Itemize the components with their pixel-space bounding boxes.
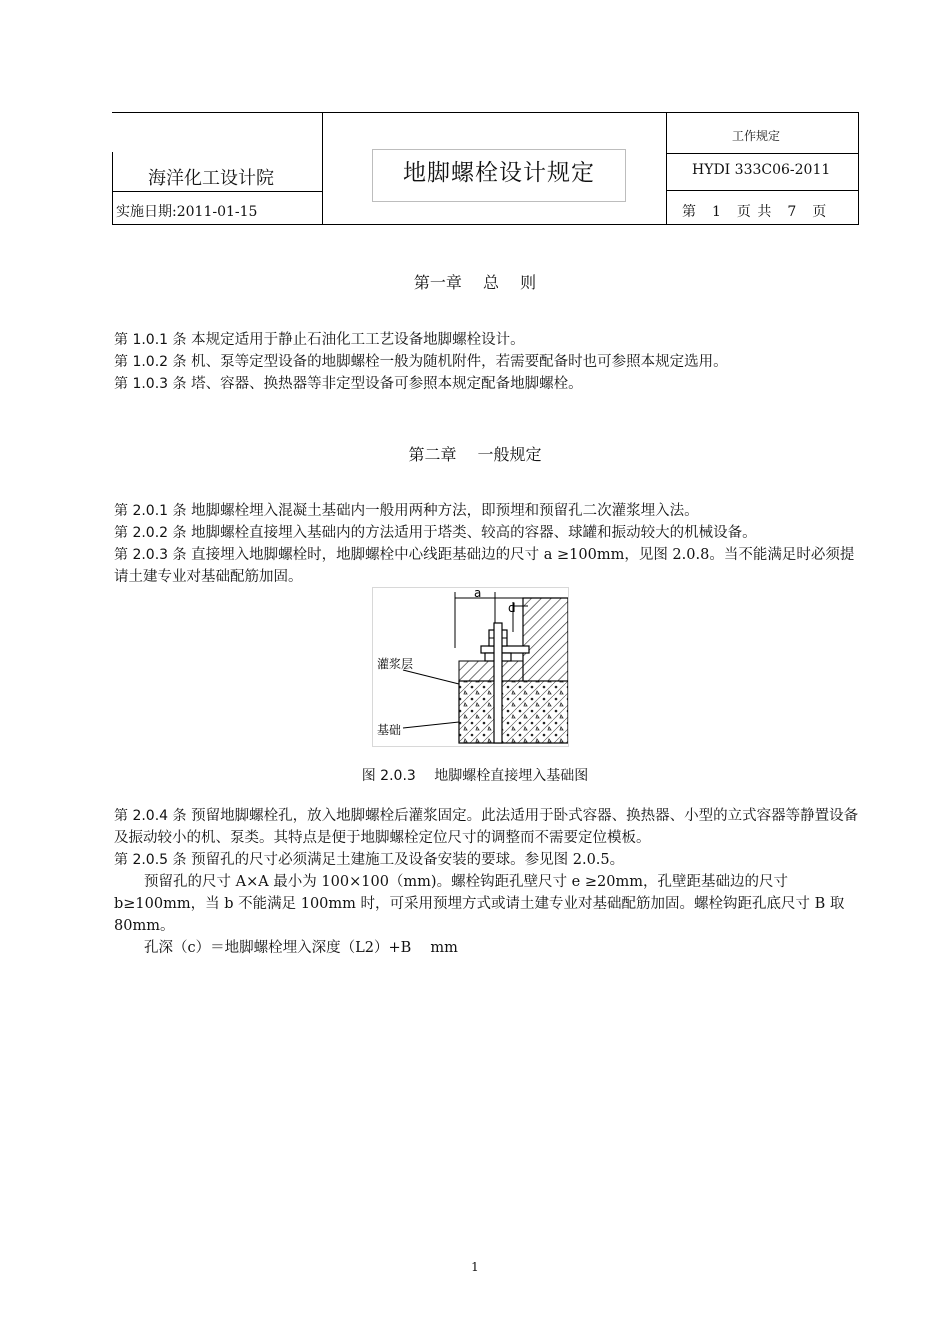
article-2-0-4 — [114, 805, 860, 849]
article-number: 第 2.0.1 条 — [114, 503, 187, 519]
org-name: 海洋化工设计院 — [148, 168, 274, 189]
article-text: 预留地脚螺栓孔，放入地脚螺栓后灌浆固定。此法适用于卧式容器、换热器、小型的立式容器等静置设备及振动较小的机、泵类。其特点是便于地脚螺栓定位尺寸的调整而不需要定位模板。 — [114, 808, 859, 846]
page-info: 第 1 页 共 7 页 — [682, 204, 828, 220]
label-foundation: 基础 — [377, 723, 402, 737]
paragraph-hole-size: 预留孔的尺寸 A×A 最小为 100×100（mm)。螺栓钩距孔壁尺寸 e ≥20mm，孔壁距基础边的尺寸 b≥100mm，当 b 不能满足 100mm 时，可采用预埋方式或请土建专业对基础配筋加固。螺栓钩距孔底尺寸 B 取 80mm。 — [114, 874, 845, 934]
dim-label-a: a — [474, 588, 482, 600]
dim-label-d: d — [508, 601, 516, 615]
article-2-0-1 — [114, 500, 860, 522]
doc-title: 地脚螺栓设计规定 — [403, 160, 595, 186]
paragraph-hole-depth: 孔深（c）＝地脚螺栓埋入深度（L2）+B mm — [144, 940, 458, 956]
article-1-0-2 — [114, 351, 860, 373]
chapter-1-title: 第一章 总 则 — [413, 273, 537, 292]
article-text: 机、泵等定型设备的地脚螺栓一般为随机附件，若需要配备时也可参照本规定选用。 — [191, 354, 728, 370]
article-1-0-1 — [114, 329, 860, 351]
article-2-0-2 — [114, 522, 860, 544]
article-text: 塔、容器、换热器等非定型设备可参照本规定配备地脚螺栓。 — [191, 376, 583, 392]
anchor-bolt-drawing — [373, 588, 568, 746]
doc-title-box — [372, 149, 626, 202]
label-grout-layer: 灌浆层 — [377, 657, 414, 671]
article-text: 预留孔的尺寸必须满足土建施工及设备安装的要球。参见图 2.0.5。 — [191, 852, 625, 868]
header-table — [112, 112, 859, 225]
article-number: 第 2.0.2 条 — [114, 525, 187, 541]
article-text: 地脚螺栓直接埋入基础内的方法适用于塔类、较高的容器、球罐和振动较大的机械设备。 — [191, 525, 757, 541]
figure-caption: 图 2.0.3 地脚螺栓直接埋入基础图 — [361, 768, 589, 784]
chapter-2-title: 第二章 一般规定 — [408, 445, 542, 464]
doc-type: 工作规定 — [732, 129, 781, 143]
anchor-bolt-figure — [372, 587, 569, 747]
article-2-0-3 — [114, 544, 860, 588]
article-number: 第 1.0.3 条 — [114, 376, 187, 392]
article-number: 第 2.0.3 条 — [114, 547, 187, 563]
article-text: 地脚螺栓埋入混凝土基础内一般用两种方法，即预埋和预留孔二次灌浆埋入法。 — [191, 503, 699, 519]
article-text: 本规定适用于静止石油化工工艺设备地脚螺栓设计。 — [191, 332, 525, 348]
article-number: 第 1.0.1 条 — [114, 332, 187, 348]
article-text: 直接埋入地脚螺栓时，地脚螺栓中心线距基础边的尺寸 a ≥100mm，见图 2.0.8。当不能满足时必须提请土建专业对基础配筋加固。 — [114, 547, 855, 585]
page-number: 1 — [471, 1260, 479, 1274]
article-number: 第 2.0.5 条 — [114, 852, 187, 868]
impl-date: 实施日期:2011-01-15 — [116, 204, 258, 220]
article-number: 第 2.0.4 条 — [114, 808, 187, 824]
article-number: 第 1.0.2 条 — [114, 354, 187, 370]
doc-code: HYDI 333C06-2011 — [692, 162, 831, 178]
article-2-0-5 — [114, 849, 860, 871]
article-1-0-3 — [114, 373, 860, 395]
